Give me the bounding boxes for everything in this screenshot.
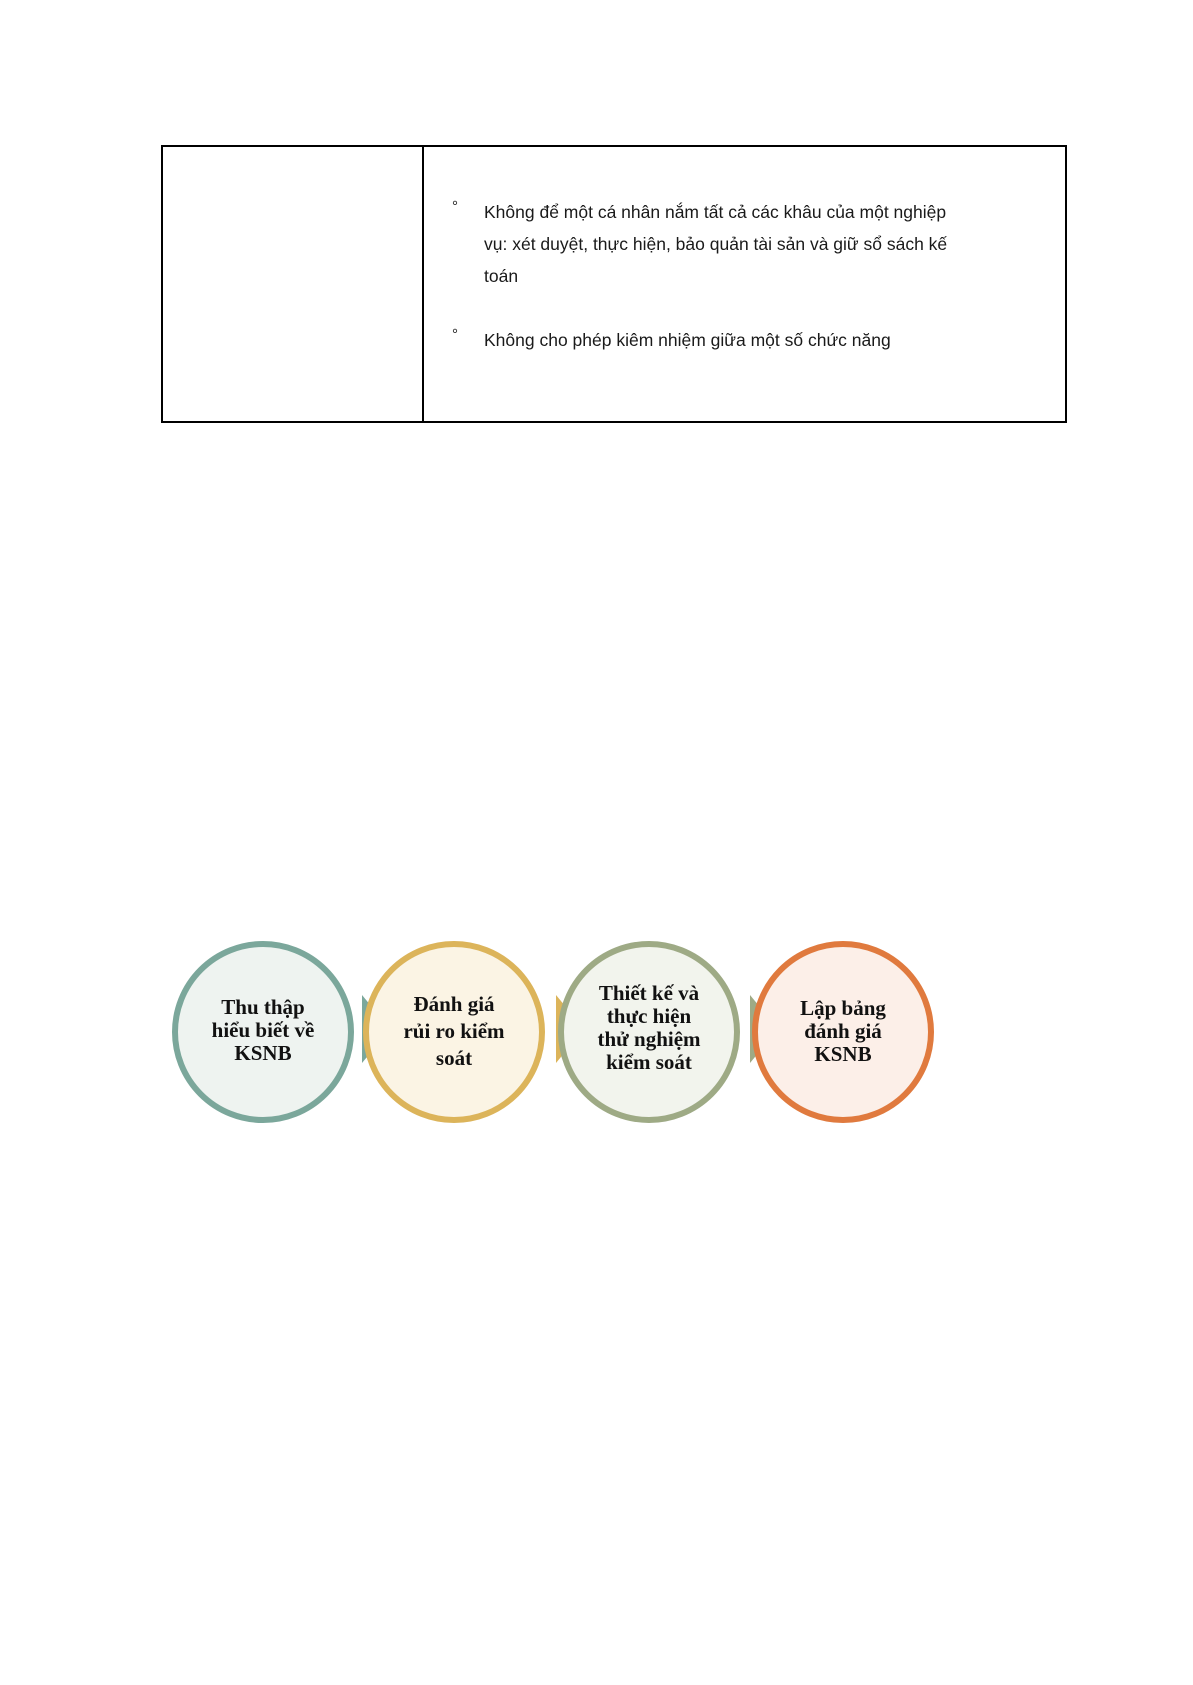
list-item (452, 196, 972, 292)
bullet-marker: ° (452, 326, 458, 343)
step-label-1: Thu thập hiểu biết về KSNB (211, 995, 315, 1065)
table-left-cell (163, 147, 424, 421)
table-right-cell (424, 147, 1065, 421)
bullet-marker: ° (452, 198, 458, 215)
bullet-text: Không cho phép kiêm nhiệm giữa một số chức năng (484, 330, 891, 350)
list-item (452, 324, 972, 356)
bullet-list (452, 196, 972, 356)
step-label-3: Thiết kế và thực hiện thử nghiệm kiểm soát (597, 981, 701, 1074)
bullet-text: Không để một cá nhân nắm tất cả các khâu của một nghiệp vụ: xét duyệt, thực hiện, bảo quản tài sản và giữ sổ sách kế toán (484, 202, 948, 286)
process-flow-diagram (148, 925, 948, 1145)
step-label-2: Đánh giá rủi ro kiểm soát (403, 992, 505, 1070)
control-table (161, 145, 1067, 423)
step-label-4: Lập bảng đánh giá KSNB (800, 996, 886, 1066)
